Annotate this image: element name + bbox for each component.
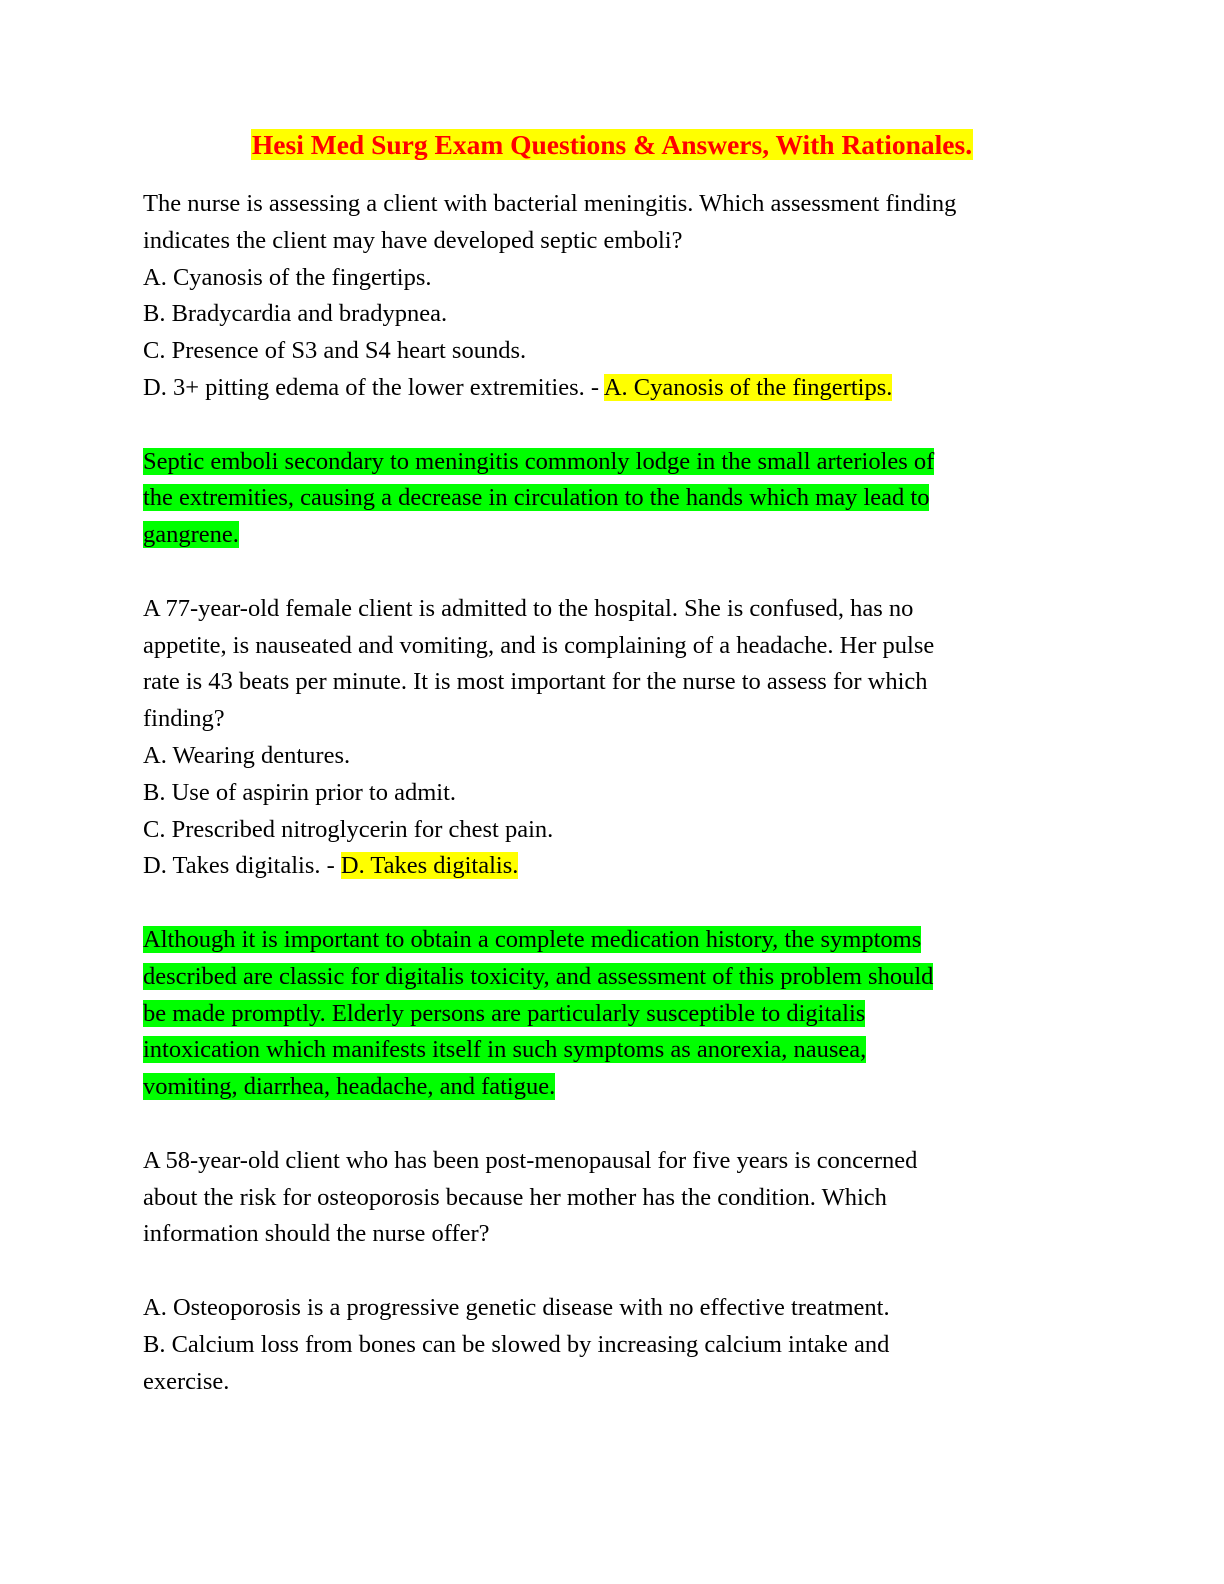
rationale-highlight: Septic emboli secondary to meningitis commonly lodge in the small arterioles of xyxy=(143,447,935,475)
rationale-line xyxy=(143,922,1103,959)
document-title xyxy=(0,125,1224,165)
rationale-highlight: vomiting, diarrhea, headache, and fatigue. xyxy=(143,1073,556,1101)
rationale-line xyxy=(143,996,1103,1033)
answer-option: C. Prescribed nitroglycerin for chest pain. xyxy=(143,815,554,843)
rationale-highlight: described are classic for digitalis toxicity, and assessment of this problem should xyxy=(143,962,934,990)
question-stem-line: A 77-year-old female client is admitted to the hospital. She is confused, has no xyxy=(143,594,914,622)
answer-option-with-key xyxy=(143,370,1103,407)
rationale-line xyxy=(143,444,1103,481)
title-text: Hesi Med Surg Exam Questions & Answers, With Rationales. xyxy=(251,129,973,160)
rationale-highlight: be made promptly. Elderly persons are particularly susceptible to digitalis xyxy=(143,999,866,1027)
correct-answer-highlight: A. Cyanosis of the fingertips. xyxy=(603,373,893,401)
answer-option: B. Calcium loss from bones can be slowed by increasing calcium intake and xyxy=(143,1330,890,1358)
rationale-highlight: intoxication which manifests itself in such symptoms as anorexia, nausea, xyxy=(143,1036,867,1064)
question-1 xyxy=(143,186,1103,554)
question-stem-line: appetite, is nauseated and vomiting, and is complaining of a headache. Her pulse xyxy=(143,631,935,659)
rationale-line xyxy=(143,959,1103,996)
spacer xyxy=(143,885,1103,922)
document-body xyxy=(143,186,1103,1400)
spacer xyxy=(143,1106,1103,1143)
question-stem-line: indicates the client may have developed septic emboli? xyxy=(143,226,683,254)
spacer xyxy=(143,407,1103,444)
answer-option-with-key xyxy=(143,848,1103,885)
spacer xyxy=(143,1253,1103,1290)
rationale-highlight: gangrene. xyxy=(143,521,239,549)
question-stem-line: The nurse is assessing a client with bacterial meningitis. Which assessment finding xyxy=(143,190,957,217)
answer-option: exercise. xyxy=(143,1367,230,1395)
answer-option: A. Osteoporosis is a progressive genetic disease with no effective treatment. xyxy=(143,1293,890,1321)
question-stem-line: A 58-year-old client who has been post-menopausal for five years is concerned xyxy=(143,1146,918,1174)
rationale-line xyxy=(143,1032,1103,1069)
question-stem-line: information should the nurse offer? xyxy=(143,1220,490,1248)
question-stem-line: finding? xyxy=(143,705,225,733)
answer-option: A. Wearing dentures. xyxy=(143,741,351,769)
rationale-line xyxy=(143,480,1103,517)
question-3 xyxy=(143,1143,1103,1401)
rationale-highlight: the extremities, causing a decrease in circulation to the hands which may lead to xyxy=(143,484,930,512)
rationale-line xyxy=(143,517,1103,554)
question-stem-line: rate is 43 beats per minute. It is most important for the nurse to assess for which xyxy=(143,668,928,696)
question-2 xyxy=(143,591,1103,1106)
correct-answer-highlight: D. Takes digitalis. xyxy=(340,852,519,880)
answer-option: C. Presence of S3 and S4 heart sounds. xyxy=(143,337,527,365)
question-stem-line: about the risk for osteoporosis because her mother has the condition. Which xyxy=(143,1183,887,1211)
answer-option-text: D. 3+ pitting edema of the lower extremities. - xyxy=(143,373,604,401)
spacer xyxy=(143,554,1103,591)
rationale-line xyxy=(143,1069,1103,1106)
answer-option: A. Cyanosis of the fingertips. xyxy=(143,263,432,291)
answer-option: B. Use of aspirin prior to admit. xyxy=(143,778,457,806)
rationale-highlight: Although it is important to obtain a complete medication history, the symptoms xyxy=(143,925,922,953)
answer-option: B. Bradycardia and bradypnea. xyxy=(143,300,448,328)
answer-option-text: D. Takes digitalis. - xyxy=(143,852,341,880)
